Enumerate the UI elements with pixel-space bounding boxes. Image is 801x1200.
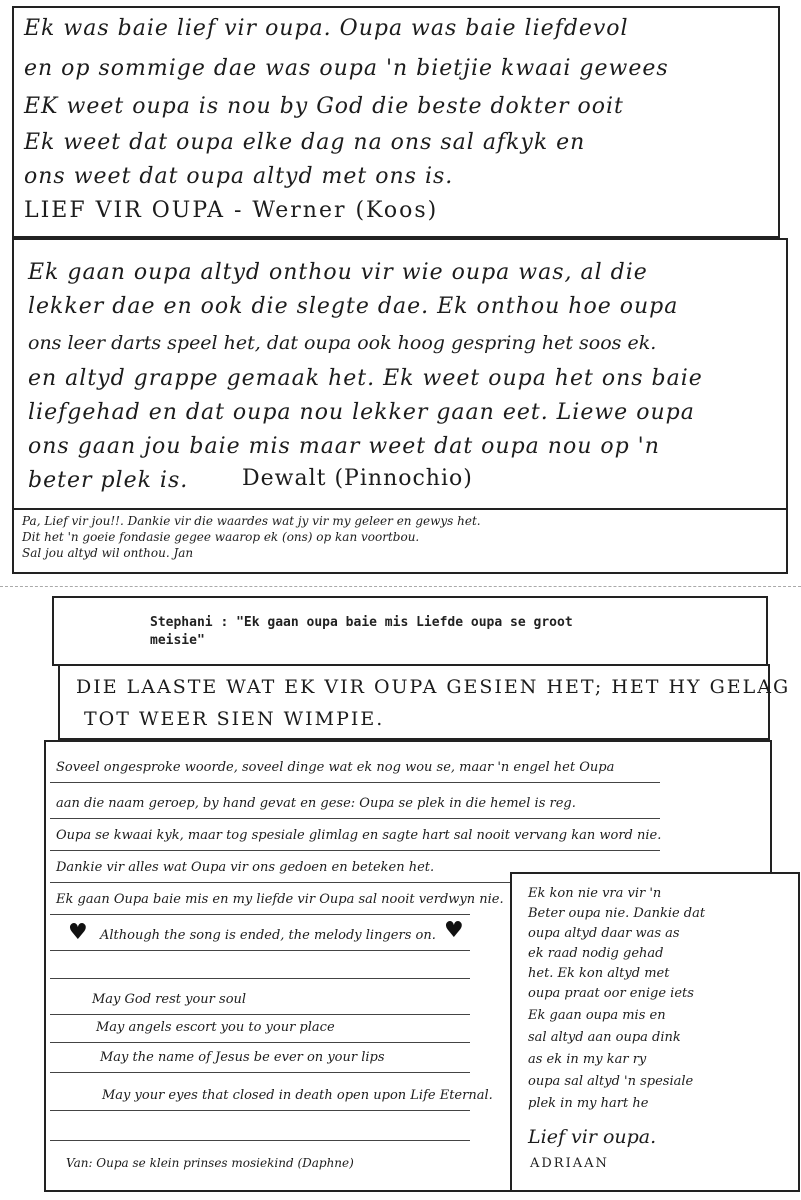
tribute-line: beter plek is.	[28, 468, 189, 493]
typed-line: Stephani : "Ek gaan oupa baie mis Liefde oupa se groot	[150, 615, 573, 630]
tribute-box-wimpie	[58, 664, 791, 740]
tribute-line: ons leer darts speel het, dat oupa ook hoog gespring het soos ek.	[28, 332, 657, 354]
tribute-line: EK weet oupa is nou by God die beste dokter ooit	[24, 94, 624, 119]
ruled-line	[50, 850, 660, 851]
heart-icon: ♥	[444, 918, 464, 943]
tribute-line: TOT WEER SIEN WIMPIE.	[84, 708, 385, 730]
tribute-line: lekker dae en ook die slegte dae. Ek onthou hoe oupa	[28, 294, 679, 319]
signature-werner: LIEF VIR OUPA - Werner (Koos)	[24, 198, 439, 223]
tribute-line-jan: Pa, Lief vir jou!!. Dankie vir die waardes wat jy vir my geleer en gewys het.	[22, 514, 481, 528]
tribute-line-jan: Dit het 'n goeie fondasie gegee waarop ek (ons) op kan voortbou.	[22, 530, 420, 544]
signature-daphne: Van: Oupa se klein prinses mosiekind (Daphne)	[66, 1156, 354, 1170]
closing-line: Lief vir oupa.	[528, 1126, 657, 1148]
tribute-line: Ek gaan Oupa baie mis en my liefde vir Oupa sal nooit verdwyn nie.	[56, 892, 504, 907]
tribute-line: plek in my hart he	[528, 1096, 649, 1111]
tribute-line: het. Ek kon altyd met	[528, 966, 670, 981]
tribute-box-werner	[12, 6, 780, 238]
ruled-line	[50, 818, 660, 819]
divider	[14, 508, 786, 510]
signature-adriaan: ADRIAAN	[530, 1156, 609, 1171]
tribute-line: Ek gaan oupa altyd onthou vir wie oupa was, al die	[28, 260, 648, 285]
ruled-line	[50, 978, 470, 979]
ruled-line	[50, 1042, 470, 1043]
tribute-line: ons weet dat oupa altyd met ons is.	[24, 164, 454, 189]
tribute-line: Ek weet dat oupa elke dag na ons sal afkyk en	[24, 130, 586, 155]
tribute-line: sal altyd aan oupa dink	[528, 1030, 681, 1045]
blessing-line: May angels escort you to your place	[96, 1020, 335, 1035]
tribute-line: ek raad nodig gehad	[528, 946, 664, 961]
blessing-line: May your eyes that closed in death open upon Life Eternal.	[102, 1088, 493, 1103]
tribute-line: Soveel ongesproke woorde, soveel dinge wat ek nog wou se, maar 'n engel het Oupa	[56, 760, 615, 775]
tribute-box-dewalt	[12, 238, 788, 574]
tribute-line: en op sommige dae was oupa 'n bietjie kwaai gewees	[24, 56, 669, 81]
tribute-line: ons gaan jou baie mis maar weet dat oupa nou op 'n	[28, 434, 660, 459]
ruled-line	[50, 882, 510, 883]
tribute-line: DIE LAASTE WAT EK VIR OUPA GESIEN HET; HET HY GELAG	[76, 676, 791, 698]
heart-icon: ♥	[68, 920, 88, 945]
ruled-line	[50, 1014, 470, 1015]
tribute-line: Ek gaan oupa mis en	[528, 1008, 666, 1023]
tribute-line: oupa sal altyd 'n spesiale	[528, 1074, 694, 1089]
ruled-line	[50, 1072, 470, 1073]
tribute-line: Ek was baie lief vir oupa. Oupa was baie liefdevol	[24, 16, 629, 41]
tribute-line: oupa altyd daar was as	[528, 926, 680, 941]
tribute-line: as ek in my kar ry	[528, 1052, 647, 1067]
signature-dewalt: Dewalt (Pinnochio)	[242, 466, 473, 491]
tribute-line: Oupa se kwaai kyk, maar tog spesiale glimlag en sagte hart sal nooit vervang kan word nie.	[56, 828, 662, 843]
tribute-box-stephani	[52, 596, 768, 666]
tribute-line: Dankie vir alles wat Oupa vir ons gedoen en beteken het.	[56, 860, 435, 875]
ruled-line	[50, 782, 660, 783]
tribute-box-adriaan	[510, 872, 800, 1192]
ruled-line	[50, 1110, 470, 1111]
tribute-line: aan die naam geroep, by hand gevat en gese: Oupa se plek in die hemel is reg.	[56, 796, 576, 811]
ruled-line	[50, 1140, 470, 1141]
tribute-line: oupa praat oor enige iets	[528, 986, 694, 1001]
tribute-line: Beter oupa nie. Dankie dat	[528, 906, 706, 921]
tribute-line-jan: Sal jou altyd wil onthou. Jan	[22, 546, 194, 560]
blessing-line: May God rest your soul	[92, 992, 247, 1007]
tribute-line: en altyd grappe gemaak het. Ek weet oupa het ons baie	[28, 366, 703, 391]
blessing-line: May the name of Jesus be ever on your lips	[100, 1050, 385, 1065]
tribute-line: Ek kon nie vra vir 'n	[528, 886, 662, 901]
ruled-line	[50, 914, 470, 915]
ruled-line	[50, 950, 470, 951]
typed-line: meisie"	[150, 633, 205, 648]
quote-line: Although the song is ended, the melody lingers on.	[100, 928, 436, 943]
tribute-line: liefgehad en dat oupa nou lekker gaan eet. Liewe oupa	[28, 400, 695, 425]
